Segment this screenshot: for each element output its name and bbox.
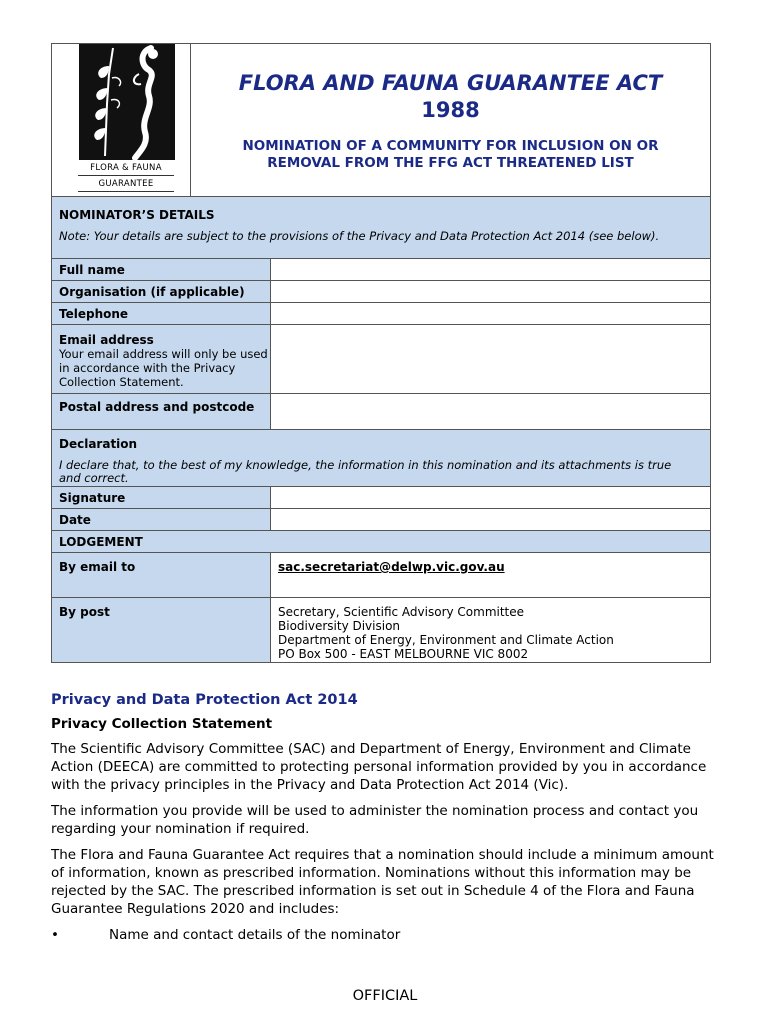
flora-fauna-logo-icon (79, 44, 175, 162)
date-label: Date (52, 509, 271, 530)
organisation-row (52, 281, 710, 303)
full-name-row (52, 259, 710, 281)
bullet-icon: • (51, 927, 59, 943)
signature-label: Signature (52, 487, 271, 508)
signature-row (52, 487, 710, 509)
footer-classification: OFFICIAL (352, 988, 418, 1004)
organisation-label: Organisation (if applicable) (52, 281, 271, 302)
lodgement-section (52, 531, 710, 553)
organisation-field[interactable] (271, 281, 710, 302)
act-title-year: 1988 (421, 98, 480, 122)
privacy-subheading: Privacy Collection Statement (51, 716, 273, 732)
title-block (191, 44, 710, 196)
nominator-heading: NOMINATOR’S DETAILS (59, 208, 215, 222)
act-title-line1: FLORA AND FAUNA GUARANTEE ACT (238, 71, 663, 95)
declaration-text: I declare that, to the best of my knowledge, the information in this nomination and its attachments is true and correct. (59, 458, 672, 485)
post-line: Biodiversity Division (278, 619, 401, 633)
post-line: PO Box 500 - EAST MELBOURNE VIC 8002 (278, 647, 529, 661)
nominator-details-section (52, 197, 710, 259)
postal-field[interactable] (271, 394, 710, 429)
email-row (52, 325, 710, 394)
lodgement-email-link[interactable]: sac.secretariat@delwp.vic.gov.au (278, 560, 505, 574)
logo-divider-bottom (78, 191, 174, 192)
declaration-heading: Declaration (59, 437, 138, 451)
form-header (52, 44, 710, 197)
email-field[interactable] (271, 325, 710, 393)
declaration-section (52, 430, 710, 487)
privacy-paragraph: The Scientific Advisory Committee (SAC) and Department of Energy, Environment and Climate Action (DEECA) are committed to protecting personal information provided by you in accordance with the privacy principles in the Privacy and Data Protection Act 2014 (Vic). (51, 741, 707, 793)
post-line: Secretary, Scientific Advisory Committee (278, 605, 525, 619)
full-name-field[interactable] (271, 259, 710, 280)
date-row (52, 509, 710, 531)
telephone-label: Telephone (52, 303, 271, 324)
logo-caption-top: FLORA & FAUNA (90, 163, 162, 173)
postal-address-block (271, 598, 710, 662)
email-label: Email address (59, 333, 154, 347)
ffg-logo (52, 44, 191, 196)
postal-row (52, 394, 710, 430)
postal-label: Postal address and postcode (52, 394, 271, 429)
logo-divider (78, 175, 174, 176)
privacy-heading: Privacy and Data Protection Act 2014 (51, 692, 358, 708)
list-item-text: Name and contact details of the nominator (109, 927, 401, 943)
privacy-paragraph: The information you provide will be used to administer the nomination process and contact you regarding your nomination if required. (51, 803, 699, 837)
date-field[interactable] (271, 509, 710, 530)
nominator-note: Note: Your details are subject to the provisions of the Privacy and Data Protection Act 2014 (see below). (59, 229, 660, 243)
privacy-section (51, 692, 721, 944)
logo-caption-bottom: GUARANTEE (98, 179, 154, 189)
post-lodgement-row (52, 598, 710, 662)
lodgement-heading: LODGEMENT (59, 535, 143, 549)
post-line: Department of Energy, Environment and Climate Action (278, 633, 614, 647)
email-label-cell (52, 325, 271, 393)
by-post-label: By post (52, 598, 271, 662)
privacy-paragraph: The Flora and Fauna Guarantee Act requires that a nomination should include a minimum amount of information, known as prescribed information. Nominations without this information may be rejected by the SAC. The prescribed information is set out in Schedule 4 of the Flora and Fauna Guarantee Regulations 2020 and includes: (51, 847, 714, 917)
signature-field[interactable] (271, 487, 710, 508)
full-name-label: Full name (52, 259, 271, 280)
act-title (191, 70, 710, 124)
by-email-label: By email to (52, 553, 271, 597)
telephone-row (52, 303, 710, 325)
email-note: Your email address will only be used in accordance with the Privacy Collection Statement. (59, 347, 268, 389)
email-lodgement-row (52, 553, 710, 598)
list-item (51, 926, 721, 944)
nomination-form (51, 43, 711, 663)
form-subtitle: NOMINATION OF A COMMUNITY FOR INCLUSION ON OR REMOVAL FROM THE FFG ACT THREATENED LIST (242, 138, 659, 171)
telephone-field[interactable] (271, 303, 710, 324)
